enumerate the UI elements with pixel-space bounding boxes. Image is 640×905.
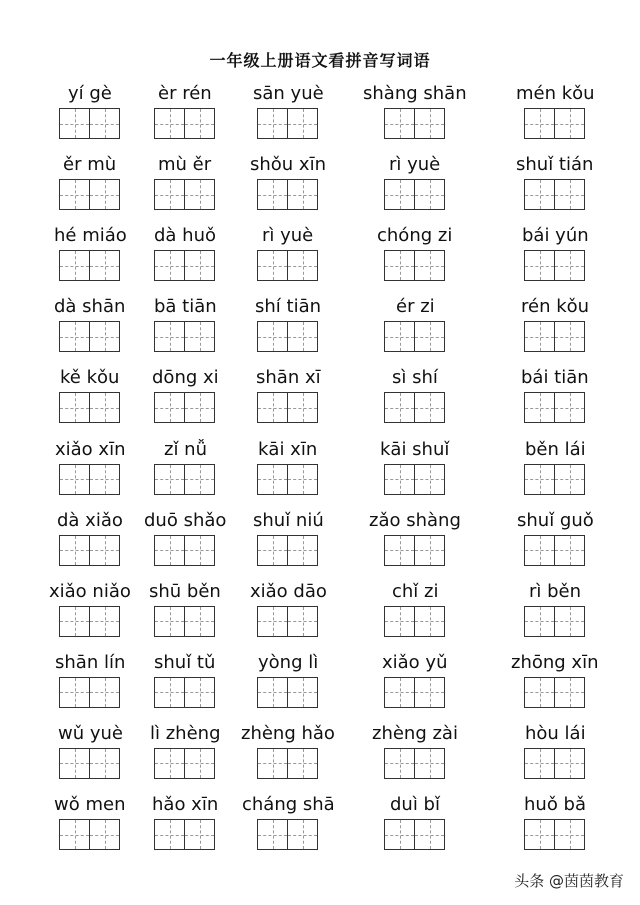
tianzige-box[interactable] bbox=[90, 108, 120, 139]
pinyin-label: sì shí bbox=[392, 367, 438, 389]
tianzige-box[interactable] bbox=[415, 108, 445, 139]
tianzige-box[interactable] bbox=[288, 748, 318, 779]
writing-boxes bbox=[384, 677, 445, 708]
tianzige-box[interactable] bbox=[288, 819, 318, 850]
writing-boxes bbox=[524, 179, 585, 210]
tianzige-box[interactable] bbox=[288, 464, 318, 495]
tianzige-box[interactable] bbox=[524, 108, 555, 139]
tianzige-box[interactable] bbox=[524, 748, 555, 779]
tianzige-box[interactable] bbox=[257, 606, 288, 637]
tianzige-box[interactable] bbox=[59, 179, 90, 210]
tianzige-box[interactable] bbox=[154, 677, 185, 708]
tianzige-box[interactable] bbox=[59, 677, 90, 708]
pinyin-label: èr rén bbox=[158, 83, 212, 104]
writing-boxes bbox=[384, 606, 445, 637]
tianzige-box[interactable] bbox=[185, 179, 215, 210]
writing-boxes bbox=[154, 464, 215, 495]
writing-boxes bbox=[257, 677, 318, 708]
writing-boxes bbox=[384, 748, 445, 779]
pinyin-label: xiǎo dāo bbox=[250, 580, 327, 602]
writing-boxes bbox=[59, 392, 120, 423]
tianzige-box[interactable] bbox=[59, 464, 90, 495]
tianzige-box[interactable] bbox=[384, 392, 415, 423]
tianzige-box[interactable] bbox=[154, 819, 185, 850]
writing-boxes bbox=[154, 179, 215, 210]
tianzige-box[interactable] bbox=[288, 606, 318, 637]
tianzige-box[interactable] bbox=[555, 677, 585, 708]
tianzige-box[interactable] bbox=[288, 179, 318, 210]
pinyin-label: shān lín bbox=[55, 651, 126, 673]
pinyin-label: wǔ yuè bbox=[58, 722, 123, 744]
pinyin-label: běn lái bbox=[525, 438, 586, 460]
tianzige-box[interactable] bbox=[59, 321, 90, 352]
pinyin-label: bā tiān bbox=[154, 296, 217, 318]
tianzige-box[interactable] bbox=[524, 819, 555, 850]
tianzige-box[interactable] bbox=[90, 464, 120, 495]
writing-boxes bbox=[59, 606, 120, 637]
tianzige-box[interactable] bbox=[415, 677, 445, 708]
tianzige-box[interactable] bbox=[257, 464, 288, 495]
tianzige-box[interactable] bbox=[90, 748, 120, 779]
writing-boxes bbox=[257, 606, 318, 637]
writing-boxes bbox=[59, 535, 120, 566]
pinyin-label: rì yuè bbox=[389, 154, 441, 176]
pinyin-label: rì yuè bbox=[262, 225, 314, 247]
tianzige-box[interactable] bbox=[154, 250, 185, 281]
writing-boxes bbox=[59, 464, 120, 495]
tianzige-box[interactable] bbox=[524, 464, 555, 495]
tianzige-box[interactable] bbox=[257, 392, 288, 423]
pinyin-label: dōng xi bbox=[152, 367, 219, 389]
pinyin-label: ér zi bbox=[396, 296, 435, 318]
writing-boxes bbox=[154, 321, 215, 352]
tianzige-box[interactable] bbox=[288, 677, 318, 708]
tianzige-box[interactable] bbox=[415, 321, 445, 352]
pinyin-label: shǒu xīn bbox=[250, 154, 326, 176]
pinyin-label: mén kǒu bbox=[516, 83, 595, 104]
writing-boxes bbox=[524, 250, 585, 281]
pinyin-label: shuǐ tián bbox=[516, 154, 594, 176]
pinyin-label: duō shǎo bbox=[144, 509, 227, 531]
writing-boxes bbox=[257, 108, 318, 139]
tianzige-box[interactable] bbox=[185, 677, 215, 708]
tianzige-box[interactable] bbox=[524, 606, 555, 637]
tianzige-box[interactable] bbox=[257, 819, 288, 850]
tianzige-box[interactable] bbox=[555, 748, 585, 779]
writing-boxes bbox=[384, 108, 445, 139]
pinyin-label: sān yuè bbox=[253, 83, 324, 104]
tianzige-box[interactable] bbox=[384, 606, 415, 637]
tianzige-box[interactable] bbox=[524, 321, 555, 352]
pinyin-label: xiǎo xīn bbox=[55, 438, 126, 460]
tianzige-box[interactable] bbox=[257, 108, 288, 139]
pinyin-label: chóng zi bbox=[377, 225, 453, 247]
tianzige-box[interactable] bbox=[384, 748, 415, 779]
writing-boxes bbox=[257, 321, 318, 352]
writing-boxes bbox=[524, 606, 585, 637]
writing-boxes bbox=[384, 819, 445, 850]
pinyin-label: kě kǒu bbox=[60, 367, 120, 389]
tianzige-box[interactable] bbox=[257, 250, 288, 281]
writing-boxes bbox=[59, 748, 120, 779]
pinyin-label: shuǐ guǒ bbox=[517, 509, 594, 531]
pinyin-label: yí gè bbox=[68, 83, 112, 104]
tianzige-box[interactable] bbox=[154, 606, 185, 637]
pinyin-label: zǐ nǚ bbox=[164, 438, 207, 460]
tianzige-box[interactable] bbox=[415, 748, 445, 779]
tianzige-box[interactable] bbox=[555, 819, 585, 850]
tianzige-box[interactable] bbox=[384, 464, 415, 495]
tianzige-box[interactable] bbox=[288, 321, 318, 352]
tianzige-box[interactable] bbox=[288, 535, 318, 566]
writing-boxes bbox=[59, 677, 120, 708]
writing-boxes bbox=[257, 179, 318, 210]
pinyin-label: dà xiǎo bbox=[57, 509, 123, 531]
writing-boxes bbox=[154, 108, 215, 139]
writing-boxes bbox=[257, 392, 318, 423]
pinyin-label: bái yún bbox=[522, 225, 589, 247]
tianzige-box[interactable] bbox=[90, 321, 120, 352]
writing-boxes bbox=[154, 250, 215, 281]
tianzige-box[interactable] bbox=[185, 250, 215, 281]
tianzige-box[interactable] bbox=[524, 250, 555, 281]
pinyin-label: duì bǐ bbox=[390, 794, 440, 815]
tianzige-box[interactable] bbox=[59, 108, 90, 139]
tianzige-box[interactable] bbox=[415, 464, 445, 495]
writing-boxes bbox=[524, 748, 585, 779]
tianzige-box[interactable] bbox=[524, 677, 555, 708]
writing-boxes bbox=[257, 819, 318, 850]
tianzige-box[interactable] bbox=[555, 321, 585, 352]
writing-boxes bbox=[59, 108, 120, 139]
tianzige-box[interactable] bbox=[90, 677, 120, 708]
writing-boxes bbox=[59, 179, 120, 210]
pinyin-label: xiǎo niǎo bbox=[49, 580, 131, 602]
pinyin-label: cháng shā bbox=[242, 794, 335, 815]
tianzige-box[interactable] bbox=[154, 392, 185, 423]
tianzige-box[interactable] bbox=[90, 179, 120, 210]
pinyin-label: huǒ bǎ bbox=[524, 794, 587, 815]
tianzige-box[interactable] bbox=[257, 321, 288, 352]
tianzige-box[interactable] bbox=[415, 250, 445, 281]
pinyin-label: mù ěr bbox=[158, 154, 212, 176]
pinyin-label: ěr mù bbox=[63, 154, 117, 176]
writing-boxes bbox=[257, 748, 318, 779]
tianzige-box[interactable] bbox=[415, 535, 445, 566]
tianzige-box[interactable] bbox=[288, 392, 318, 423]
pinyin-label: kāi xīn bbox=[258, 438, 318, 460]
pinyin-label: shū běn bbox=[149, 580, 221, 602]
page-title: 一年级上册语文看拼音写词语 bbox=[209, 51, 431, 70]
tianzige-box[interactable] bbox=[59, 606, 90, 637]
pinyin-label: zhèng zài bbox=[372, 722, 458, 744]
tianzige-box[interactable] bbox=[59, 250, 90, 281]
tianzige-box[interactable] bbox=[185, 108, 215, 139]
tianzige-box[interactable] bbox=[555, 464, 585, 495]
pinyin-label: lì zhèng bbox=[150, 722, 221, 744]
tianzige-box[interactable] bbox=[384, 108, 415, 139]
tianzige-box[interactable] bbox=[384, 535, 415, 566]
pinyin-label: dà shān bbox=[54, 296, 126, 318]
tianzige-box[interactable] bbox=[185, 464, 215, 495]
tianzige-box[interactable] bbox=[90, 535, 120, 566]
writing-boxes bbox=[524, 108, 585, 139]
pinyin-label: zǎo shàng bbox=[369, 509, 461, 531]
tianzige-box[interactable] bbox=[257, 179, 288, 210]
tianzige-box[interactable] bbox=[154, 464, 185, 495]
pinyin-label: hé miáo bbox=[54, 225, 127, 247]
pinyin-label: bái tiān bbox=[521, 367, 589, 389]
writing-boxes bbox=[154, 677, 215, 708]
tianzige-box[interactable] bbox=[90, 392, 120, 423]
tianzige-box[interactable] bbox=[257, 748, 288, 779]
pinyin-label: zhèng hǎo bbox=[241, 722, 335, 744]
tianzige-box[interactable] bbox=[415, 392, 445, 423]
pinyin-label: wǒ men bbox=[54, 794, 126, 815]
writing-boxes bbox=[524, 321, 585, 352]
tianzige-box[interactable] bbox=[555, 392, 585, 423]
tianzige-box[interactable] bbox=[90, 819, 120, 850]
pinyin-label: hǎo xīn bbox=[152, 794, 219, 815]
writing-boxes bbox=[384, 321, 445, 352]
tianzige-box[interactable] bbox=[384, 179, 415, 210]
tianzige-box[interactable] bbox=[555, 108, 585, 139]
pinyin-label: dà huǒ bbox=[154, 225, 217, 247]
writing-boxes bbox=[59, 250, 120, 281]
pinyin-label: shàng shān bbox=[363, 83, 467, 104]
tianzige-box[interactable] bbox=[555, 606, 585, 637]
tianzige-box[interactable] bbox=[524, 179, 555, 210]
writing-boxes bbox=[384, 392, 445, 423]
pinyin-label: zhōng xīn bbox=[511, 651, 599, 673]
tianzige-box[interactable] bbox=[154, 748, 185, 779]
pinyin-label: rì běn bbox=[529, 580, 582, 602]
tianzige-box[interactable] bbox=[185, 606, 215, 637]
tianzige-box[interactable] bbox=[185, 535, 215, 566]
tianzige-box[interactable] bbox=[154, 535, 185, 566]
writing-boxes bbox=[384, 179, 445, 210]
tianzige-box[interactable] bbox=[59, 819, 90, 850]
tianzige-box[interactable] bbox=[59, 535, 90, 566]
tianzige-box[interactable] bbox=[415, 179, 445, 210]
writing-boxes bbox=[154, 748, 215, 779]
pinyin-label: yòng lì bbox=[258, 651, 319, 673]
pinyin-label: hòu lái bbox=[525, 722, 586, 744]
tianzige-box[interactable] bbox=[90, 606, 120, 637]
writing-boxes bbox=[154, 392, 215, 423]
tianzige-box[interactable] bbox=[154, 179, 185, 210]
writing-boxes bbox=[384, 464, 445, 495]
pinyin-label: shí tiān bbox=[255, 296, 322, 318]
writing-boxes bbox=[384, 250, 445, 281]
tianzige-box[interactable] bbox=[415, 606, 445, 637]
tianzige-box[interactable] bbox=[59, 748, 90, 779]
tianzige-box[interactable] bbox=[185, 748, 215, 779]
tianzige-box[interactable] bbox=[384, 819, 415, 850]
tianzige-box[interactable] bbox=[524, 392, 555, 423]
pinyin-label: shuǐ tǔ bbox=[154, 651, 216, 673]
pinyin-label: xiǎo yǔ bbox=[382, 651, 448, 673]
pinyin-label: shuǐ niú bbox=[253, 509, 324, 531]
tianzige-box[interactable] bbox=[154, 108, 185, 139]
writing-boxes bbox=[59, 321, 120, 352]
writing-boxes bbox=[524, 535, 585, 566]
tianzige-box[interactable] bbox=[257, 677, 288, 708]
pinyin-label: kāi shuǐ bbox=[380, 438, 450, 460]
pinyin-label: chǐ zi bbox=[392, 580, 439, 602]
writing-boxes bbox=[524, 819, 585, 850]
writing-boxes bbox=[524, 392, 585, 423]
pinyin-label: shān xī bbox=[256, 367, 321, 389]
writing-boxes bbox=[524, 464, 585, 495]
tianzige-box[interactable] bbox=[415, 819, 445, 850]
tianzige-box[interactable] bbox=[384, 321, 415, 352]
tianzige-box[interactable] bbox=[90, 250, 120, 281]
writing-boxes bbox=[154, 819, 215, 850]
writing-boxes bbox=[524, 677, 585, 708]
pinyin-label: rén kǒu bbox=[521, 296, 590, 318]
watermark-text: 头条 @茵茵教育 bbox=[514, 872, 624, 890]
tianzige-box[interactable] bbox=[524, 535, 555, 566]
tianzige-box[interactable] bbox=[185, 321, 215, 352]
tianzige-box[interactable] bbox=[555, 179, 585, 210]
tianzige-box[interactable] bbox=[185, 392, 215, 423]
tianzige-box[interactable] bbox=[288, 108, 318, 139]
writing-boxes bbox=[154, 606, 215, 637]
writing-boxes bbox=[257, 535, 318, 566]
tianzige-box[interactable] bbox=[185, 819, 215, 850]
tianzige-box[interactable] bbox=[384, 250, 415, 281]
writing-boxes bbox=[257, 464, 318, 495]
watermark bbox=[514, 870, 624, 891]
writing-boxes bbox=[257, 250, 318, 281]
tianzige-box[interactable] bbox=[257, 535, 288, 566]
tianzige-box[interactable] bbox=[154, 321, 185, 352]
writing-boxes bbox=[154, 535, 215, 566]
tianzige-box[interactable] bbox=[59, 392, 90, 423]
tianzige-box[interactable] bbox=[384, 677, 415, 708]
tianzige-box[interactable] bbox=[555, 535, 585, 566]
writing-boxes bbox=[59, 819, 120, 850]
writing-boxes bbox=[384, 535, 445, 566]
tianzige-box[interactable] bbox=[288, 250, 318, 281]
tianzige-box[interactable] bbox=[555, 250, 585, 281]
